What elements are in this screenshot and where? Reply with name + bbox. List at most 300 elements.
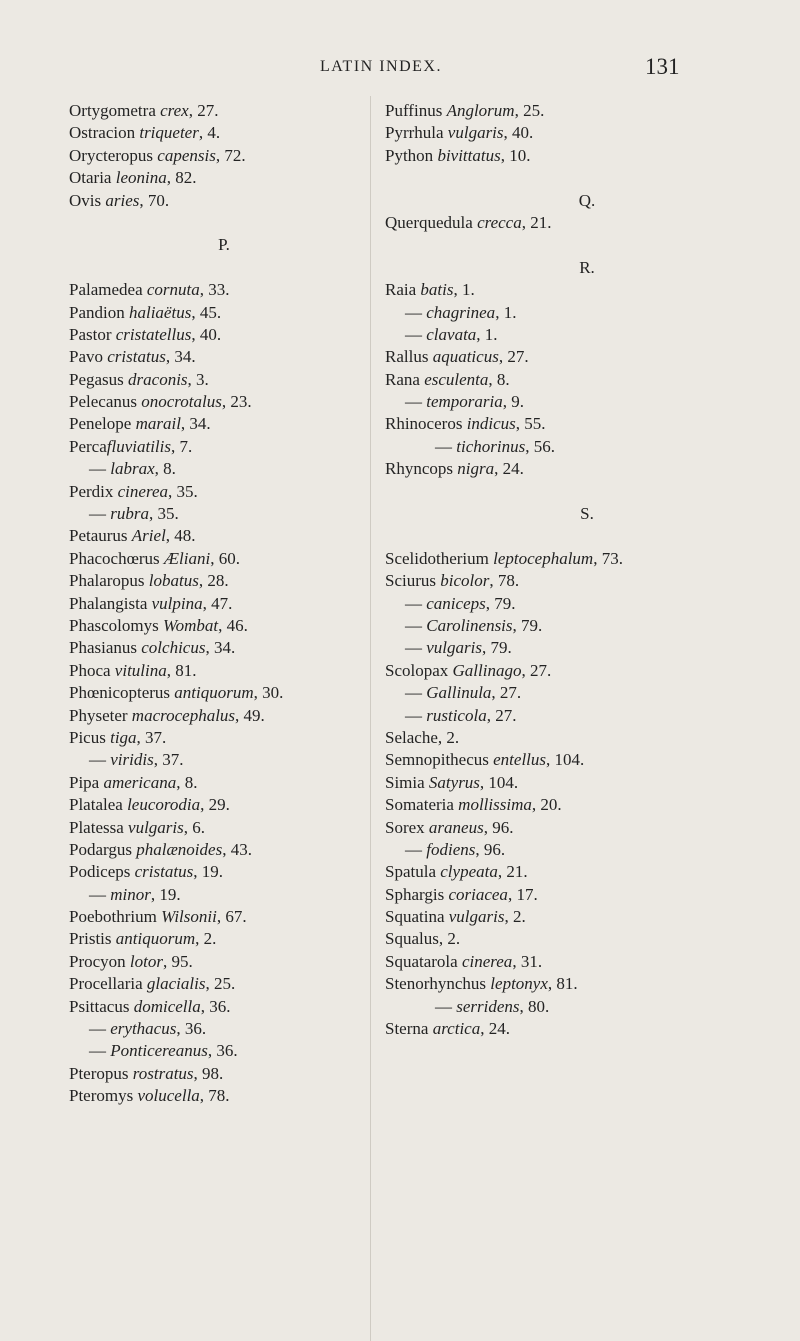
species: Æliani [163, 548, 211, 568]
page-ref: 1 [503, 302, 513, 322]
page-ref: 30 [262, 683, 280, 703]
genus: Petaurus [69, 526, 128, 546]
index-entry: Percafluviatilis, 7. [69, 436, 193, 456]
genus: Pteropus [69, 1063, 129, 1083]
index-entry: Phacochœrus Æliani, 60. [69, 548, 240, 568]
page-ref: 49 [243, 705, 261, 725]
index-entry: Rhyncops nigra, 24. [385, 459, 524, 479]
page-ref: 1 [484, 324, 494, 344]
genus: — [405, 392, 422, 412]
section-letter: Q. [578, 190, 596, 210]
page-ref: 23 [230, 392, 248, 412]
index-entry: — minor, 19. [89, 884, 181, 904]
page-ref: 2 [512, 907, 522, 927]
species: haliaëtus [128, 302, 192, 322]
species: fodiens [426, 839, 476, 859]
index-entry: Stenorhynchus leptonyx, 81. [385, 974, 578, 994]
species: Gallinago [452, 660, 522, 680]
index-entry: Phascolomys Wombat, 46. [69, 615, 248, 635]
genus: Pegasus [69, 369, 124, 389]
index-entry: Python bivittatus, 10. [385, 145, 531, 165]
section-letter: P. [218, 235, 230, 255]
page-ref: 19 [159, 884, 177, 904]
genus: — [405, 615, 422, 635]
index-entry: Pteropus rostratus, 98. [69, 1063, 224, 1083]
genus: Sterna [385, 1019, 429, 1039]
index-entry: Phalangista vulpina, 47. [69, 593, 233, 613]
species: domicella [133, 996, 201, 1016]
genus: Phacochœrus [69, 548, 160, 568]
page-ref: 2 [446, 727, 455, 747]
index-entry: Perdix cinerea, 35. [69, 481, 198, 501]
genus: — [89, 504, 106, 524]
genus: — [405, 302, 422, 322]
species: tiga [110, 727, 137, 747]
species: leptocephalum [493, 548, 594, 568]
page-ref: 8 [496, 369, 506, 389]
species: crex [160, 101, 189, 120]
page-ref: 21 [530, 212, 548, 232]
page-ref: 9 [511, 392, 520, 412]
genus: Rhinoceros [385, 414, 463, 434]
index-entry: Procellaria glacialis, 25. [69, 974, 236, 994]
species: rostratus [132, 1063, 194, 1083]
section-letter: R. [579, 257, 595, 277]
index-entry: Simia Satyrus, 104. [385, 772, 519, 792]
genus: Rhyncops [385, 459, 453, 479]
index-column-left [69, 100, 379, 1108]
index-entry: Pteromys volucella, 78. [69, 1086, 230, 1106]
genus: Raia [385, 280, 417, 300]
genus: Ortygometra [69, 101, 156, 120]
species: cornuta [146, 280, 200, 300]
index-entry: Selache, 2. [385, 727, 460, 747]
index-entry: Procyon lotor, 95. [69, 951, 193, 971]
page-number: 131 [645, 54, 680, 79]
page-ref: 40 [512, 123, 530, 143]
species: lotor [129, 951, 163, 971]
page-ref: 17 [516, 884, 534, 904]
species: nigra [457, 459, 495, 479]
species: vulgaris [128, 817, 184, 837]
index-entry: Phasianus colchicus, 34. [69, 638, 236, 658]
species: antiquorum [174, 683, 254, 703]
species: leucorodia [127, 795, 201, 815]
genus: Procellaria [69, 974, 143, 994]
genus: Phasianus [69, 638, 137, 658]
genus: Phascolomys [69, 615, 159, 635]
index-entry: Podiceps cristatus, 19. [69, 862, 223, 882]
species: lobatus [148, 571, 199, 591]
page-ref: 31 [520, 951, 538, 971]
index-entry: Orycteropus capensis, 72. [69, 145, 246, 165]
genus: Sphargis [385, 884, 445, 904]
genus: Psittacus [69, 996, 130, 1016]
species: mollissima [458, 795, 532, 815]
index-entry: Ostracion triqueter, 4. [69, 123, 221, 143]
index-entry: — rubra, 35. [89, 504, 179, 524]
index-entry: — erythacus, 36. [89, 1019, 207, 1039]
genus: Sorex [385, 817, 425, 837]
index-entry: — Ponticereanus, 36. [89, 1041, 238, 1061]
genus: Squatarola [385, 951, 458, 971]
index-entry: Phœnicopterus antiquorum, 30. [69, 683, 284, 703]
genus: Rallus [385, 347, 429, 367]
genus: Scolopax [385, 660, 449, 680]
genus: Spatula [385, 862, 436, 882]
genus: Otaria [69, 168, 112, 188]
page-ref: 46 [226, 615, 244, 635]
page-ref: 70 [147, 190, 165, 210]
genus: Pavo [69, 347, 103, 367]
species: clavata [426, 324, 477, 344]
page-ref: 98 [202, 1063, 220, 1083]
genus: Podargus [69, 839, 132, 859]
page-ref: 28 [207, 571, 225, 591]
genus: Perca [69, 436, 107, 456]
genus: Querquedula [385, 212, 473, 232]
genus: — [89, 884, 106, 904]
genus: Pipa [69, 772, 100, 792]
index-entry: — serridens, 80. [435, 996, 550, 1016]
index-entry: Psittacus domicella, 36. [69, 996, 231, 1016]
page-ref: 80 [528, 996, 546, 1016]
genus: Procyon [69, 951, 126, 971]
page-ref: 72 [224, 145, 242, 165]
page-ref: 104 [554, 750, 581, 770]
page-ref: 27 [529, 660, 547, 680]
species: rubra [110, 504, 149, 524]
genus: Phoca [69, 660, 111, 680]
index-entry: Phalaropus lobatus, 28. [69, 571, 229, 591]
index-entry: Puffinus Anglorum, 25. [385, 101, 545, 120]
index-entry: Pastor cristatellus, 40. [69, 324, 222, 344]
species: serridens [456, 996, 520, 1016]
page-ref: 79 [494, 593, 512, 613]
species: colchicus [141, 638, 206, 658]
genus: Selache [385, 727, 438, 747]
species: cristatus [134, 862, 194, 882]
index-entry: Sorex araneus, 96. [385, 817, 514, 837]
page-ref: 29 [208, 795, 226, 815]
page-ref: 36 [216, 1041, 234, 1061]
page-ref: 27 [495, 705, 513, 725]
page-ref: 95 [171, 951, 189, 971]
genus: — [405, 593, 422, 613]
index-entry: — labrax, 8. [89, 459, 176, 479]
species: draconis [128, 369, 188, 389]
genus: Platessa [69, 817, 124, 837]
page-ref: 2 [447, 929, 456, 949]
genus: Podiceps [69, 862, 131, 882]
species: fluviatilis [106, 436, 171, 456]
index-entry: Spatula clypeata, 21. [385, 862, 528, 882]
index-entry: — caniceps, 79. [405, 593, 516, 613]
page-ref: 24 [488, 1019, 506, 1039]
index-entry: Squatina vulgaris, 2. [385, 907, 526, 927]
page-ref: 43 [230, 839, 248, 859]
species: vulgaris [447, 123, 504, 143]
species: Carolinensis [426, 615, 513, 635]
page-ref: 78 [208, 1086, 226, 1106]
page-ref: 25 [523, 101, 541, 120]
page-ref: 82 [175, 168, 193, 188]
species: chagrinea [426, 302, 496, 322]
page-ref: 81 [175, 660, 193, 680]
genus: Pyrrhula [385, 123, 444, 143]
species: cinerea [117, 481, 168, 501]
page-ref: 24 [502, 459, 520, 479]
page-ref: 79 [490, 638, 508, 658]
species: leonina [115, 168, 167, 188]
genus: Stenorhynchus [385, 974, 487, 994]
index-entry: — fodiens, 96. [405, 839, 506, 859]
genus: — [89, 750, 106, 770]
species: bivittatus [437, 145, 501, 165]
section-letter: S. [580, 504, 594, 524]
page-ref: 81 [556, 974, 574, 994]
species: capensis [157, 145, 216, 165]
page-ref: 34 [189, 414, 207, 434]
species: entellus [493, 750, 547, 770]
page-ref: 37 [162, 750, 180, 770]
genus: — [405, 324, 422, 344]
index-entry: Pavo cristatus, 34. [69, 347, 196, 367]
index-entry: Platalea leucorodia, 29. [69, 795, 230, 815]
page-ref: 3 [196, 369, 205, 389]
index-entry: Petaurus Ariel, 48. [69, 526, 196, 546]
index-entry: Raia batis, 1. [385, 280, 475, 300]
index-entry: Sciurus bicolor, 78. [385, 571, 520, 591]
page-ref: 96 [492, 817, 510, 837]
index-entry: — Carolinensis, 79. [405, 615, 543, 635]
page-ref: 96 [483, 839, 501, 859]
genus: Rana [385, 369, 420, 389]
genus: Phalaropus [69, 571, 145, 591]
page-ref: 35 [157, 504, 175, 524]
index-entry: Somateria mollissima, 20. [385, 795, 562, 815]
species: Wombat [162, 615, 219, 635]
index-entry: Physeter macrocephalus, 49. [69, 705, 265, 725]
species: Ponticereanus [110, 1041, 208, 1061]
index-entry: Pristis antiquorum, 2. [69, 929, 217, 949]
page-ref: 25 [213, 974, 231, 994]
genus: Semnopithecus [385, 750, 489, 770]
index-entry: — clavata, 1. [405, 324, 498, 344]
genus: Palamedea [69, 280, 143, 300]
index-entry: Palamedea cornuta, 33. [69, 280, 230, 300]
genus: Pastor [69, 324, 112, 344]
page-ref: 19 [201, 862, 219, 882]
page-ref: 104 [488, 772, 514, 792]
species: vulgaris [426, 638, 482, 658]
species: Anglorum [446, 101, 515, 120]
index-entry: Pelecanus onocrotalus, 23. [69, 392, 252, 412]
spacer [385, 525, 789, 547]
page-ref: 27 [197, 101, 215, 120]
genus: Phœnicopterus [69, 683, 171, 703]
page-ref: 47 [211, 593, 229, 613]
genus: — [89, 1019, 106, 1039]
page-ref: 33 [208, 280, 226, 300]
genus: Python [385, 145, 434, 165]
running-title: LATIN INDEX. [320, 58, 442, 75]
page-ref: 36 [184, 1019, 202, 1039]
species: volucella [137, 1086, 200, 1106]
genus: — [405, 839, 422, 859]
page-ref: 37 [145, 727, 163, 747]
index-entry: Penelope marail, 34. [69, 414, 211, 434]
page-ref: 21 [506, 862, 524, 882]
page-ref: 55 [524, 414, 542, 434]
species: clypeata [440, 862, 498, 882]
index-entry: Otaria leonina, 82. [69, 168, 197, 188]
page-ref: 6 [192, 817, 201, 837]
index-entry: Squalus, 2. [385, 929, 461, 949]
page-ref: 56 [533, 436, 551, 456]
species: arctica [432, 1019, 481, 1039]
index-entry: Phoca vitulina, 81. [69, 660, 197, 680]
page-ref: 73 [601, 548, 619, 568]
page-ref: 7 [179, 436, 188, 456]
genus: Somateria [385, 795, 454, 815]
species: antiquorum [115, 929, 196, 949]
spacer [385, 481, 789, 503]
species: phalænoides [136, 839, 223, 859]
species: esculenta [424, 369, 489, 389]
species: cinerea [461, 951, 513, 971]
species: triqueter [139, 123, 199, 143]
index-entry: Sphargis coriacea, 17. [385, 884, 538, 904]
page-ref: 2 [203, 929, 213, 949]
page-ref: 78 [497, 571, 515, 591]
page-ref: 34 [213, 638, 231, 658]
page-ref: 60 [218, 548, 236, 568]
genus: — [89, 1041, 106, 1061]
index-entry: Picus tiga, 37. [69, 727, 167, 747]
spacer [385, 234, 789, 256]
species: crecca [477, 212, 522, 232]
page-ref: 67 [225, 907, 243, 927]
species: onocrotalus [141, 392, 222, 412]
genus: Penelope [69, 414, 132, 434]
page-ref: 34 [174, 347, 192, 367]
species: Gallinula [426, 683, 492, 703]
index-entry: — vulgaris, 79. [405, 638, 512, 658]
genus: Sciurus [385, 571, 436, 591]
index-entry: Podargus phalænoides, 43. [69, 839, 252, 859]
page-ref: 8 [163, 459, 172, 479]
page-ref: 36 [209, 996, 227, 1016]
page-ref: 35 [176, 481, 194, 501]
index-entry: Rana esculenta, 8. [385, 369, 510, 389]
index-entry: Platessa vulgaris, 6. [69, 817, 206, 837]
index-entry: Ortygometra crex, 27. [69, 101, 219, 120]
species: viridis [110, 750, 154, 770]
page-ref: 45 [199, 302, 217, 322]
index-entry: Pipa americana, 8. [69, 772, 198, 792]
species: aries [105, 190, 140, 210]
genus: — [405, 638, 422, 658]
genus: Pandion [69, 302, 125, 322]
page-ref: 20 [540, 795, 558, 815]
genus: Phalangista [69, 593, 148, 613]
index-entry: Pyrrhula vulgaris, 40. [385, 123, 534, 143]
genus: Platalea [69, 795, 123, 815]
index-entry: — Gallinula, 27. [405, 683, 522, 703]
genus: — [435, 996, 452, 1016]
index-entry: — viridis, 37. [89, 750, 184, 770]
spacer [69, 257, 379, 279]
page-ref: 1 [461, 280, 471, 300]
species: cristatus [107, 347, 166, 367]
species: araneus [428, 817, 484, 837]
page-ref: 79 [521, 615, 539, 635]
index-entry: Squatarola cinerea, 31. [385, 951, 543, 971]
page-ref: 10 [509, 145, 527, 165]
genus: Squalus [385, 929, 439, 949]
index-entry: Scelidotherium leptocephalum, 73. [385, 548, 623, 568]
index-entry: Scolopax Gallinago, 27. [385, 660, 552, 680]
index-entry: Rhinoceros indicus, 55. [385, 414, 546, 434]
species: indicus [466, 414, 516, 434]
species: cristatellus [115, 324, 192, 344]
species: Satyrus [428, 772, 480, 792]
page-ref: 4 [207, 123, 216, 143]
page-ref: 48 [174, 526, 192, 546]
page-ref: 27 [507, 347, 525, 367]
species: Ariel [131, 526, 166, 546]
species: glacialis [146, 974, 206, 994]
species: vitulina [114, 660, 167, 680]
index-entry: Pandion haliaëtus, 45. [69, 302, 222, 322]
genus: Pelecanus [69, 392, 137, 412]
index-entry: — tichorinus, 56. [435, 436, 555, 456]
index-entry: — rusticola, 27. [405, 705, 517, 725]
index-entry: — temporaria, 9. [405, 392, 524, 412]
index-entry: — chagrinea, 1. [405, 302, 517, 322]
genus: Simia [385, 772, 425, 792]
page-header [0, 56, 800, 86]
genus: Physeter [69, 705, 128, 725]
species: macrocephalus [131, 705, 236, 725]
genus: Poebothrium [69, 907, 157, 927]
genus: — [89, 459, 106, 479]
genus: Picus [69, 727, 106, 747]
species: americana [103, 772, 177, 792]
genus: Squatina [385, 907, 445, 927]
page-ref: 8 [184, 772, 194, 792]
genus: Ostracion [69, 123, 136, 143]
species: labrax [110, 459, 155, 479]
species: bicolor [440, 571, 490, 591]
index-entry: Rallus aquaticus, 27. [385, 347, 529, 367]
spacer [385, 167, 789, 189]
genus: — [435, 436, 452, 456]
species: rusticola [426, 705, 487, 725]
spacer [69, 212, 379, 234]
genus: Orycteropus [69, 145, 154, 165]
index-entry: Sterna arctica, 24. [385, 1019, 510, 1039]
genus: Ovis [69, 190, 102, 210]
species: marail [135, 414, 181, 434]
index-entry: Pegasus draconis, 3. [69, 369, 209, 389]
species: vulpina [151, 593, 203, 613]
species: vulgaris [448, 907, 505, 927]
species: batis [420, 280, 454, 300]
index-entry: Poebothrium Wilsonii, 67. [69, 907, 247, 927]
genus: Puffinus [385, 101, 443, 120]
